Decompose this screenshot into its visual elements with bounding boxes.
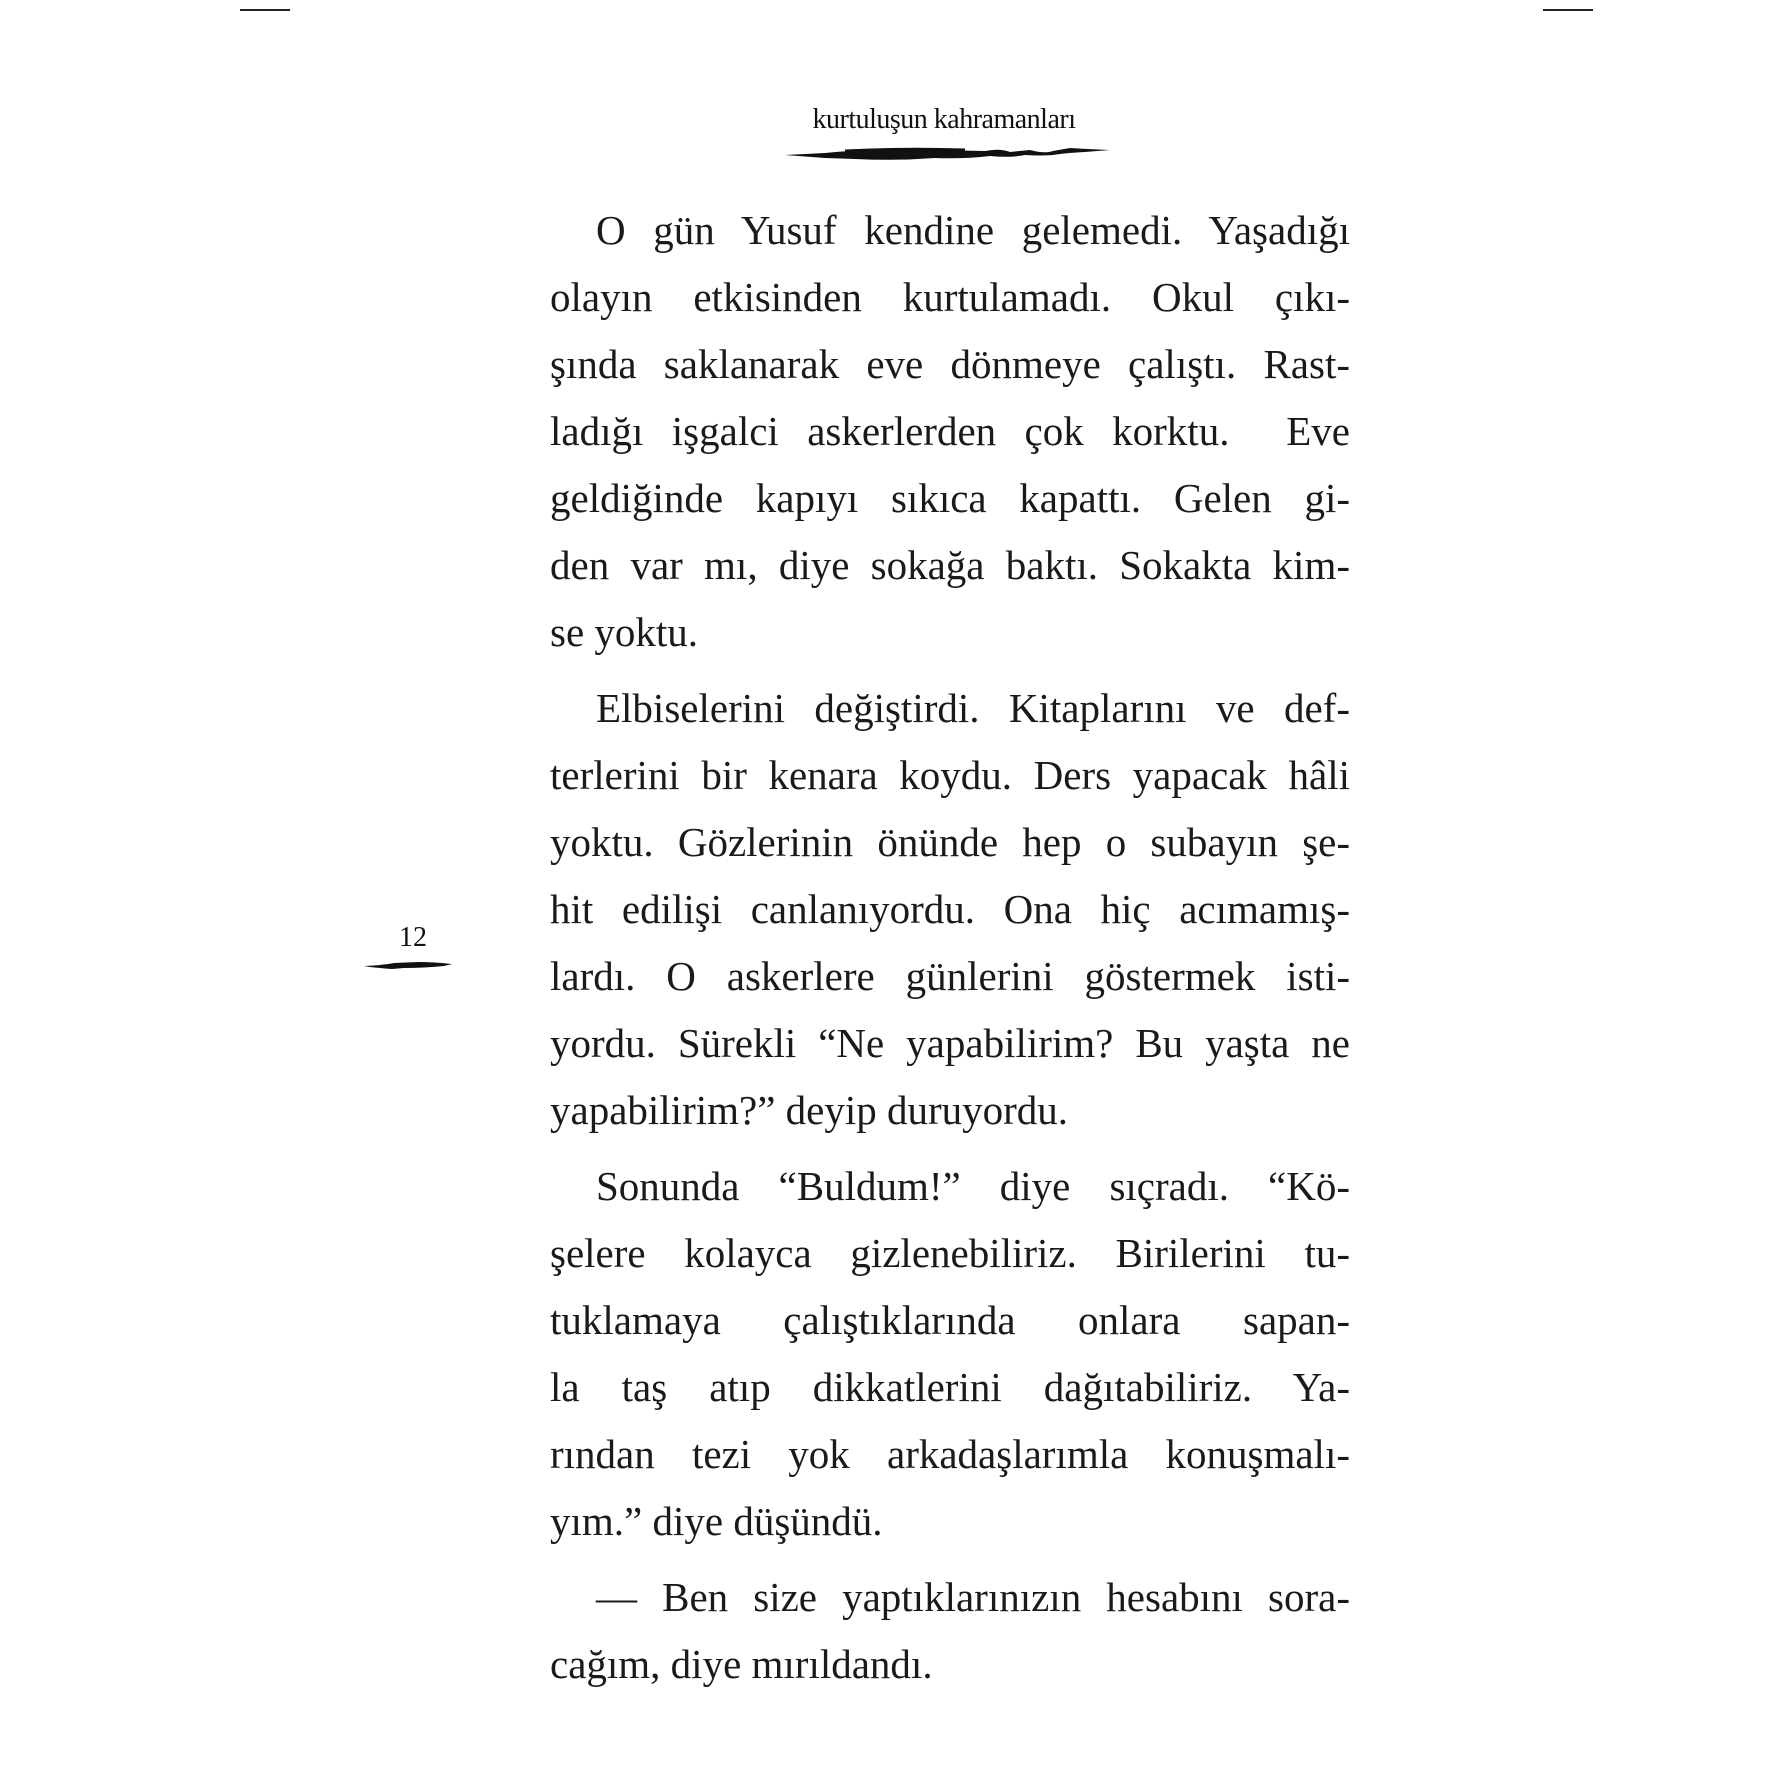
crop-mark-right <box>1543 9 1593 11</box>
text-line: ladığı işgalci askerlerden çok korktu. Eve <box>550 408 1350 454</box>
paragraph-1 <box>550 197 1350 666</box>
body-text <box>550 197 1350 1698</box>
crop-mark-left <box>240 9 290 11</box>
running-header <box>0 104 1788 136</box>
text-line: terlerini bir kenara koydu. Ders yapacak hâli <box>550 752 1350 798</box>
text-line: yapabilirim?” deyip duruyordu. <box>550 1087 1069 1133</box>
text-line: cağım, diye mırıldandı. <box>550 1641 933 1687</box>
text-line: şelere kolayca gizlenebiliriz. Birilerini tu- <box>550 1230 1350 1276</box>
text-line: den var mı, diye sokağa baktı. Sokakta kim- <box>550 542 1350 588</box>
text-line: yoktu. Gözlerinin önünde hep o subayın şe- <box>550 819 1350 865</box>
text-line: yordu. Sürekli “Ne yapabilirim? Bu yaşta ne <box>550 1020 1350 1066</box>
text-line: Elbiselerini değiştirdi. Kitaplarını ve def- <box>596 685 1350 731</box>
text-line: hit edilişi canlanıyordu. Ona hiç acımamış- <box>550 886 1350 932</box>
paragraph-3 <box>550 1153 1350 1555</box>
text-line: olayın etkisinden kurtulamadı. Okul çıkı- <box>550 274 1350 320</box>
text-line: yım.” diye düşündü. <box>550 1498 883 1544</box>
text-line: rından tezi yok arkadaşlarımla konuşmalı- <box>550 1431 1350 1477</box>
text-line: lardı. O askerlere günlerini göstermek isti- <box>550 953 1350 999</box>
paragraph-2 <box>550 675 1350 1144</box>
running-title: kurtuluşun kahramanları <box>812 104 1076 135</box>
text-line: la taş atıp dikkatlerini dağıtabiliriz. Ya- <box>550 1364 1350 1410</box>
text-line: şında saklanarak eve dönmeye çalıştı. Rast- <box>550 341 1350 387</box>
page-number: 12 <box>399 922 427 953</box>
header-brush-stroke-icon <box>785 146 1110 164</box>
text-line: — Ben size yaptıklarınızın hesabını sora- <box>596 1574 1350 1620</box>
text-line: se yoktu. <box>550 609 699 655</box>
text-line: Sonunda “Buldum!” diye sıçradı. “Kö- <box>596 1163 1350 1209</box>
text-line: O gün Yusuf kendine gelemedi. Yaşadığı <box>596 207 1350 253</box>
paragraph-4 <box>550 1564 1350 1698</box>
text-line: geldiğinde kapıyı sıkıca kapattı. Gelen gi- <box>550 475 1350 521</box>
text-line: tuklamaya çalıştıklarında onlara sapan- <box>550 1297 1350 1343</box>
page-number-brush-stroke-icon <box>364 959 452 971</box>
